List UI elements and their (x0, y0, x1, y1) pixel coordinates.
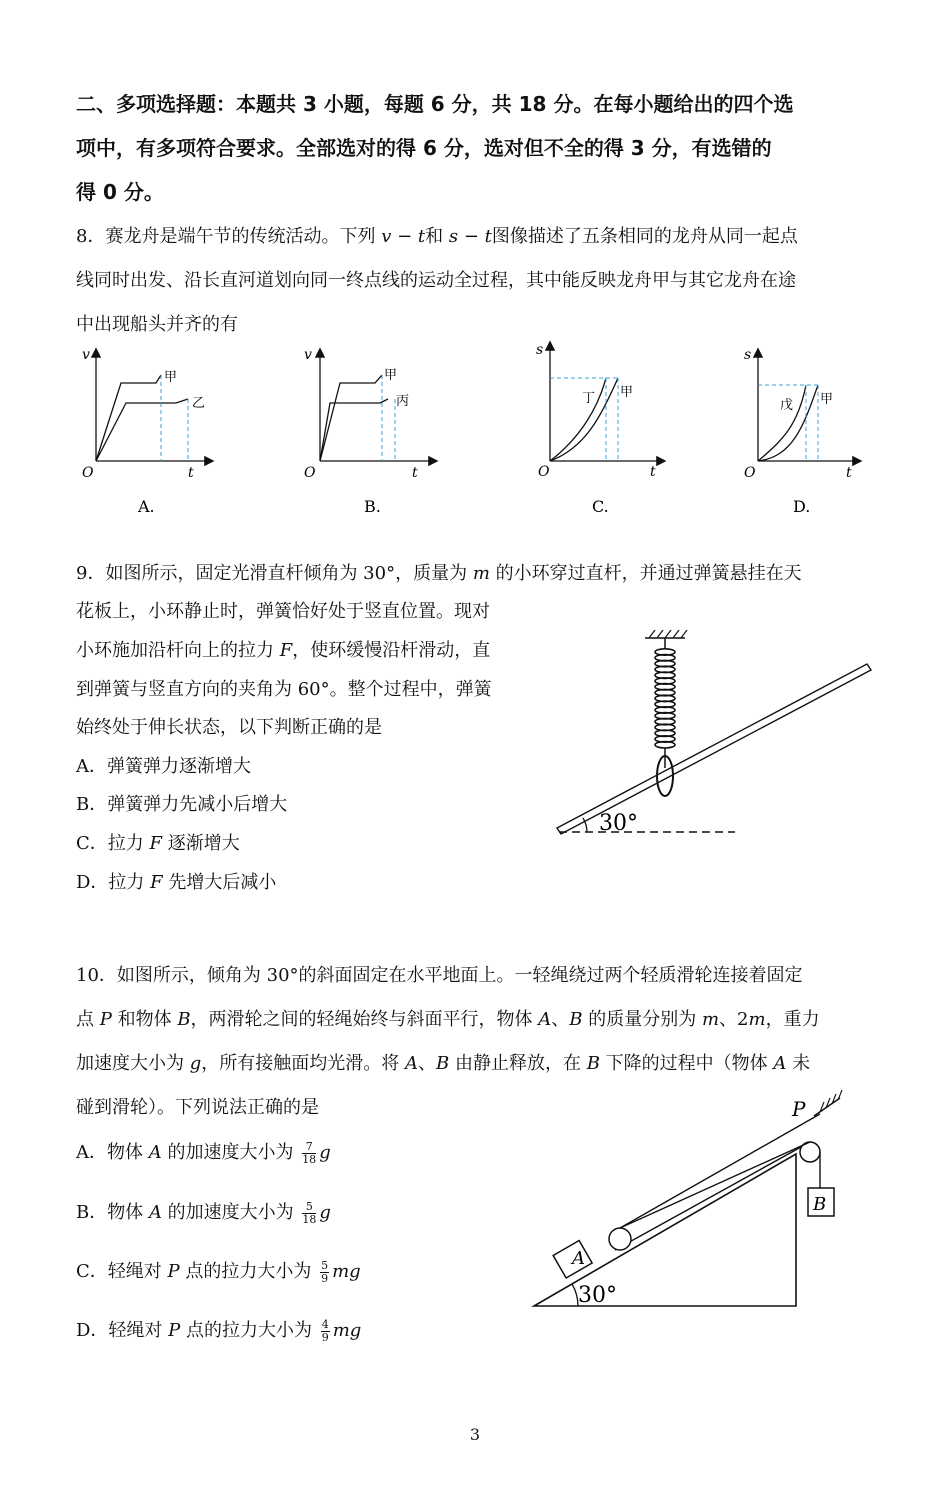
q10-option-a: A．物体 A 的加速度大小为 $\frac{7}{18}$ g (76, 1139, 331, 1166)
incline (534, 1154, 796, 1306)
x-axis-label: t (188, 465, 194, 481)
fraction: $\frac{4}{9}$ (321, 1317, 329, 1344)
q8-line2: 线同时出发、沿长直河道划向同一终点线的运动全过程，其中能反映龙舟甲与其它龙舟在途 (76, 270, 796, 291)
graph-a (76, 345, 226, 525)
option-label: C. (592, 497, 609, 516)
rope (615, 1147, 801, 1250)
q10-line1: 10．如图所示，倾角为 30°的斜面固定在水平地面上。一轻绳绕过两个轻质滑轮连接着固定 (76, 965, 803, 986)
q9-figure (545, 628, 875, 843)
curve-label: 甲 (384, 368, 398, 383)
block-a-label: A (572, 1248, 585, 1269)
q9-line3: 小环施加沿杆向上的拉力 F，使环缓慢沿杆滑动，直 (76, 640, 491, 661)
origin-label: O (82, 465, 94, 481)
fraction: $\frac{5}{9}$ (321, 1258, 329, 1285)
angle-label: 30° (578, 1283, 617, 1308)
y-axis-label: s (536, 342, 544, 358)
q10-option-b: B．物体 A 的加速度大小为 $\frac{5}{18}$ g (76, 1199, 331, 1226)
moving-pulley (609, 1228, 631, 1250)
x-axis-label: t (412, 465, 418, 481)
curve-label: 甲 (620, 385, 634, 400)
block-a (553, 1240, 594, 1280)
origin-label: O (538, 464, 550, 480)
q10-line2: 点 P 和物体 B，两滑轮之间的轻绳始终与斜面平行，物体 A、B 的质量分别为 m、2m，重力 (76, 1009, 820, 1030)
q8-line1: 8．赛龙舟是端午节的传统活动。下列 v − t和 s − t图像描述了五条相同的龙舟从同一起点 (76, 226, 798, 247)
q9-option-c: C．拉力 F 逐渐增大 (76, 833, 240, 854)
fraction: $\frac{5}{18}$ (302, 1199, 317, 1226)
y-axis-label: v (304, 347, 312, 363)
q9-line2: 花板上，小环静止时，弹簧恰好处于竖直位置。现对 (76, 601, 490, 622)
q9-line4: 到弹簧与竖直方向的夹角为 60°。整个过程中，弹簧 (76, 679, 492, 700)
graph-c (530, 338, 680, 525)
x-axis-label: t (650, 464, 656, 480)
graph-b (300, 345, 450, 525)
curve-bing (320, 399, 388, 461)
q10-line3: 加速度大小为 g，所有接触面均光滑。将 A、B 由静止释放，在 B 下降的过程中（物体 A 未 (76, 1053, 811, 1074)
q8-line3: 中出现船头并齐的有 (76, 314, 238, 335)
curve-jia (320, 375, 382, 461)
option-label: D. (793, 497, 811, 516)
y-axis-label: v (82, 347, 90, 363)
ceiling-hatch (649, 630, 687, 638)
curve-label: 甲 (164, 370, 178, 385)
q10-option-c: C．轻绳对 P 点的拉力大小为 $\frac{5}{9}$ mg (76, 1258, 361, 1285)
section-header-line3: 得 0 分。 (76, 180, 164, 204)
curve-label: 丁 (582, 391, 596, 406)
origin-label: O (304, 465, 316, 481)
option-label: A. (138, 497, 155, 516)
block-b-label: B (813, 1194, 827, 1215)
q10-figure (528, 1090, 868, 1315)
page-number: 3 (469, 1425, 481, 1444)
curve-yi (96, 399, 188, 461)
point-p-label: P (792, 1097, 806, 1121)
origin-label: O (744, 465, 756, 481)
q9-option-b: B．弹簧弹力先减小后增大 (76, 794, 288, 815)
section-header-line1: 二、多项选择题：本题共 3 小题，每题 6 分，共 18 分。在每小题给出的四个选 (76, 92, 794, 116)
ceiling (814, 1098, 840, 1116)
q10-option-d: D．轻绳对 P 点的拉力大小为 $\frac{4}{9}$ mg (76, 1317, 362, 1344)
curve-label: 乙 (192, 396, 206, 411)
curve-label: 戊 (780, 398, 794, 413)
curve-jia (758, 385, 818, 461)
y-axis-label: s (744, 347, 752, 363)
graph-d (738, 345, 888, 525)
section-header-line2: 项中，有多项符合要求。全部选对的得 6 分，选对但不全的得 3 分，有选错的 (76, 136, 772, 160)
spring (655, 649, 675, 748)
q9-option-d: D．拉力 F 先增大后减小 (76, 872, 277, 893)
q9-line5: 始终处于伸长状态，以下判断正确的是 (76, 717, 382, 738)
fraction: $\frac{7}{18}$ (302, 1139, 317, 1166)
q10-line4: 碰到滑轮）。下列说法正确的是 (76, 1097, 319, 1118)
angle-label: 30° (599, 811, 638, 836)
q9-line1: 9．如图所示，固定光滑直杆倾角为 30°，质量为 m 的小环穿过直杆，并通过弹簧悬挂在天 (76, 563, 802, 584)
curve-wu (758, 385, 806, 461)
x-axis-label: t (846, 465, 852, 481)
inclined-rod (557, 664, 871, 834)
curve-jia (96, 375, 161, 461)
q9-option-a: A．弹簧弹力逐渐增大 (76, 756, 251, 777)
rope (620, 1142, 810, 1228)
curve-label: 甲 (820, 392, 834, 407)
option-label: B. (364, 497, 381, 516)
curve-label: 丙 (396, 394, 410, 409)
rope (620, 1114, 820, 1228)
